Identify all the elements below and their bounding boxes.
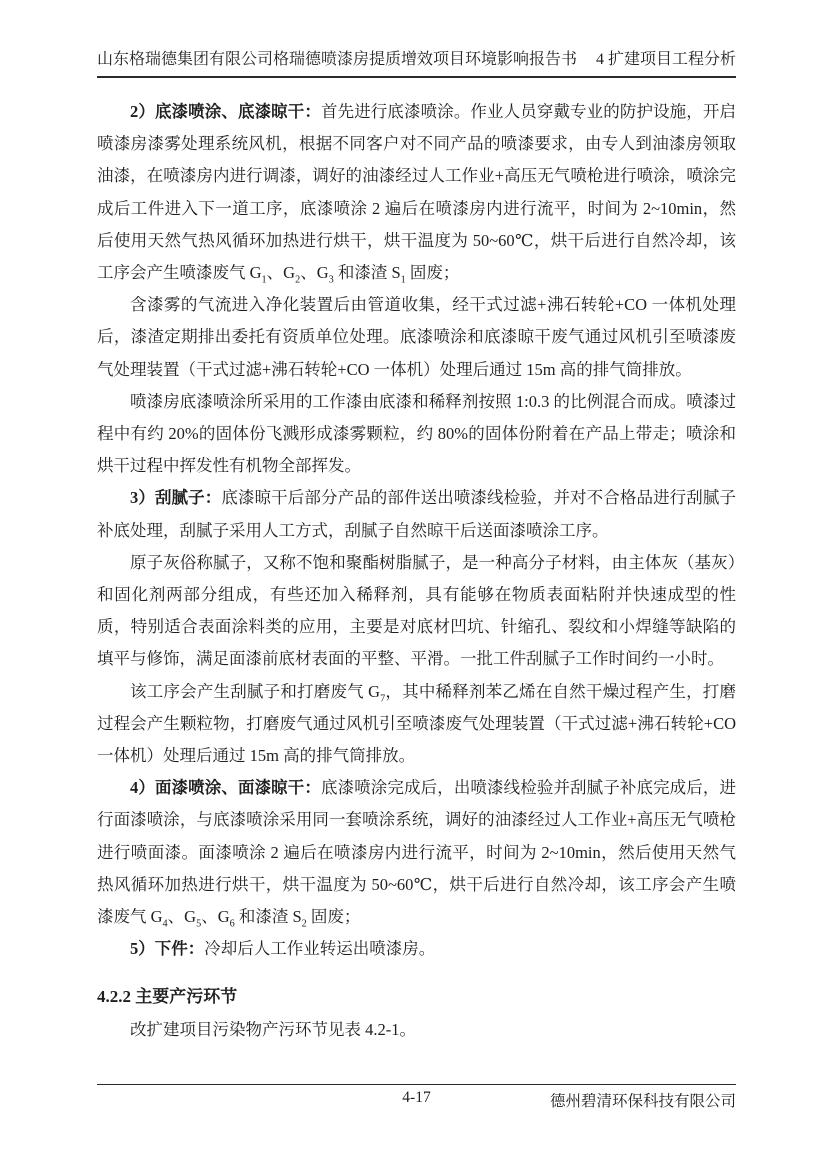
- document-body: [97, 96, 736, 1046]
- paragraph: 改扩建项目污染物产污环节见表 4.2-1。: [130, 1019, 416, 1039]
- paragraph: 该工序会产生刮腻子和打磨废气 $G_7$，其中稀释剂苯乙烯在自然干燥过程产生，打磨过程会产生颗粒物，打磨废气通过风机引至喷漆废气处理装置（干式过滤+沸石转轮+CO 一体机）处理后通过 15m 高的排气筒排放。: [97, 681, 737, 766]
- page-header: [97, 50, 736, 78]
- paragraph: 含漆雾的气流进入净化装置后由管道收集，经干式过滤+沸石转轮+CO 一体机处理后，漆渣定期排出委托有资质单位处理。底漆喷涂和底漆晾干废气通过风机引至喷漆废气处理装置（干式过滤+沸石转轮+CO 一体机）处理后通过 15m 高的排气筒排放。: [97, 295, 736, 379]
- header-report-title: 山东格瑞德集团有限公司格瑞德喷漆房提质增效项目环境影响报告书: [97, 51, 578, 68]
- paragraph: 5）下件：冷却后人工作业转运出喷漆房。: [130, 939, 436, 959]
- header-chapter-title: 4 扩建项目工程分析: [595, 51, 736, 68]
- paragraph: 4）面漆喷涂、面漆晾干：底漆喷涂完成后，出喷漆线检验并刮腻子补底完成后，进行面漆喷涂，与底漆喷涂采用同一套喷涂系统，调好的油漆经过人工作业+高压无气喷枪进行喷面漆。面漆喷涂 2 遍后在喷漆房内进行流平，时间为 2~10min，然后使用天然气热风循环加热进行烘干，烘干温度为 50~60℃，烘干后进行自然冷却，该工序会产生喷漆废气 $G_4$、$G_5$、$G_6$ 和漆渣 $S_2$ 固废；: [97, 778, 737, 930]
- page-number: 4-17: [402, 1089, 431, 1106]
- paragraph: 原子灰俗称腻子，又称不饱和聚酯树脂腻子，是一种高分子材料，由主体灰（基灰）和固化剂两部分组成，有些还加入稀释剂，具有能够在物质表面粘附并快速成型的性质，特别适合表面涂料类的应用，主要是对底材凹坑、针缩孔、裂纹和小焊缝等缺陷的填平与修饰，满足面漆前底材表面的平整、平滑。一批工件刮腻子工作时间约一小时。: [97, 552, 736, 669]
- footer-company-name: 德州碧清环保科技有限公司: [549, 1093, 736, 1110]
- page-footer: [97, 1084, 736, 1109]
- section-heading: 4.2.2 主要产污环节: [97, 987, 238, 1007]
- paragraph: 喷漆房底漆喷涂所采用的工作漆由底漆和稀释剂按照 1:0.3 的比例混合而成。喷漆过程中有约 20%的固体份飞溅形成漆雾颗粒，约 80%的固体份附着在产品上带走；喷涂和烘干过程中挥发性有机物全部挥发。: [97, 391, 736, 476]
- paragraph: 3）刮腻子：底漆晾干后部分产品的部件送出喷漆线检验，并对不合格品进行刮腻子补底处理，刮腻子采用人工方式，刮腻子自然晾干后送面漆喷涂工序。: [97, 488, 737, 540]
- paragraph: 2）底漆喷涂、底漆晾干：首先进行底漆喷涂。作业人员穿戴专业的防护设施，开启喷漆房漆雾处理系统风机，根据不同客户对不同产品的喷漆要求，由专人到油漆房领取油漆，在喷漆房内进行调漆，调好的油漆经过人工作业+高压无气喷枪进行喷涂，喷涂完成后工件进入下一道工序，底漆喷涂 2 遍后在喷漆房内进行流平，时间为 2~10min，然后使用天然气热风循环加热进行烘干，烘干温度为 50~60℃，烘干后进行自然冷却，该工序会产生喷漆废气 $G_1$、$G_2$、$G_3$ 和漆渣 $S_1$ 固废；: [97, 102, 737, 286]
